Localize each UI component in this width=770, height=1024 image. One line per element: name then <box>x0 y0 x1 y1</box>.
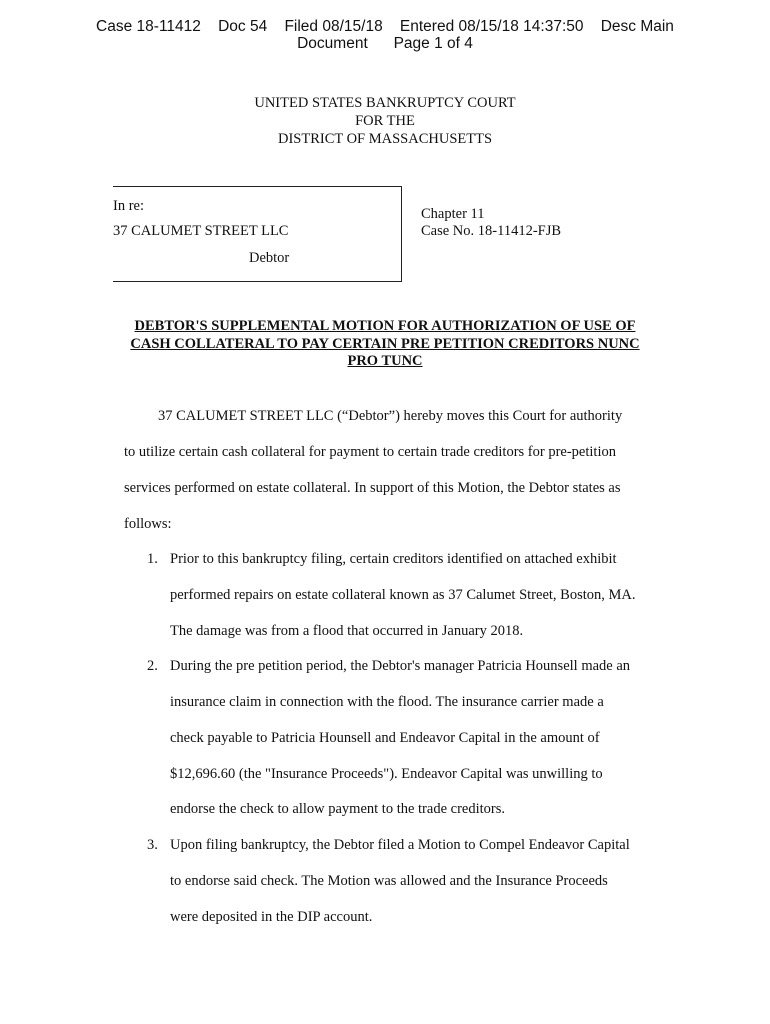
intro-line: services performed on estate collateral. In support of this Motion, the Debtor states as <box>124 480 621 496</box>
item-line: were deposited in the DIP account. <box>170 909 373 925</box>
item-line: to endorse said check. The Motion was allowed and the Insurance Proceeds <box>170 873 608 889</box>
motion-title-line-1: DEBTOR'S SUPPLEMENTAL MOTION FOR AUTHORIZATION OF USE OF <box>134 318 636 334</box>
item-number: 2. <box>147 658 158 674</box>
court-for-the: FOR THE <box>355 113 415 129</box>
court-filing-stamp-line-2: Document Page 1 of 4 <box>297 35 473 52</box>
in-re-label: In re: <box>113 198 144 214</box>
item-line: endorse the check to allow payment to the trade creditors. <box>170 801 505 817</box>
court-name: UNITED STATES BANKRUPTCY COURT <box>254 95 516 111</box>
item-line: insurance claim in connection with the flood. The insurance carrier made a <box>170 694 604 710</box>
item-number: 1. <box>147 551 158 567</box>
item-line: Prior to this bankruptcy filing, certain creditors identified on attached exhibit <box>170 551 617 567</box>
debtor-name: 37 CALUMET STREET LLC <box>113 223 289 239</box>
intro-line: to utilize certain cash collateral for payment to certain trade creditors for pre-petition <box>124 444 616 460</box>
court-filing-stamp-line-1: Case 18-11412 Doc 54 Filed 08/15/18 Entered 08/15/18 14:37:50 Desc Main <box>96 18 674 35</box>
item-line: Upon filing bankruptcy, the Debtor filed a Motion to Compel Endeavor Capital <box>170 837 630 853</box>
item-number: 3. <box>147 837 158 853</box>
intro-line: 37 CALUMET STREET LLC (“Debtor”) hereby moves this Court for authority <box>158 408 623 424</box>
item-line: $12,696.60 (the "Insurance Proceeds"). Endeavor Capital was unwilling to <box>170 766 603 782</box>
chapter-label: Chapter 11 <box>421 206 485 222</box>
item-line: check payable to Patricia Hounsell and Endeavor Capital in the amount of <box>170 730 600 746</box>
motion-title-line-2: CASH COLLATERAL TO PAY CERTAIN PRE PETITION CREDITORS NUNC <box>130 336 640 352</box>
court-district: DISTRICT OF MASSACHUSETTS <box>277 131 493 147</box>
item-line: During the pre petition period, the Debtor's manager Patricia Hounsell made an <box>170 658 631 674</box>
item-line: performed repairs on estate collateral known as 37 Calumet Street, Boston, MA. <box>170 587 636 603</box>
item-line: The damage was from a flood that occurred in January 2018. <box>170 623 524 639</box>
case-number: Case No. 18-11412-FJB <box>421 223 562 239</box>
debtor-label: Debtor <box>249 250 290 266</box>
motion-title-line-3: PRO TUNC <box>347 353 423 369</box>
intro-line: follows: <box>124 516 172 532</box>
